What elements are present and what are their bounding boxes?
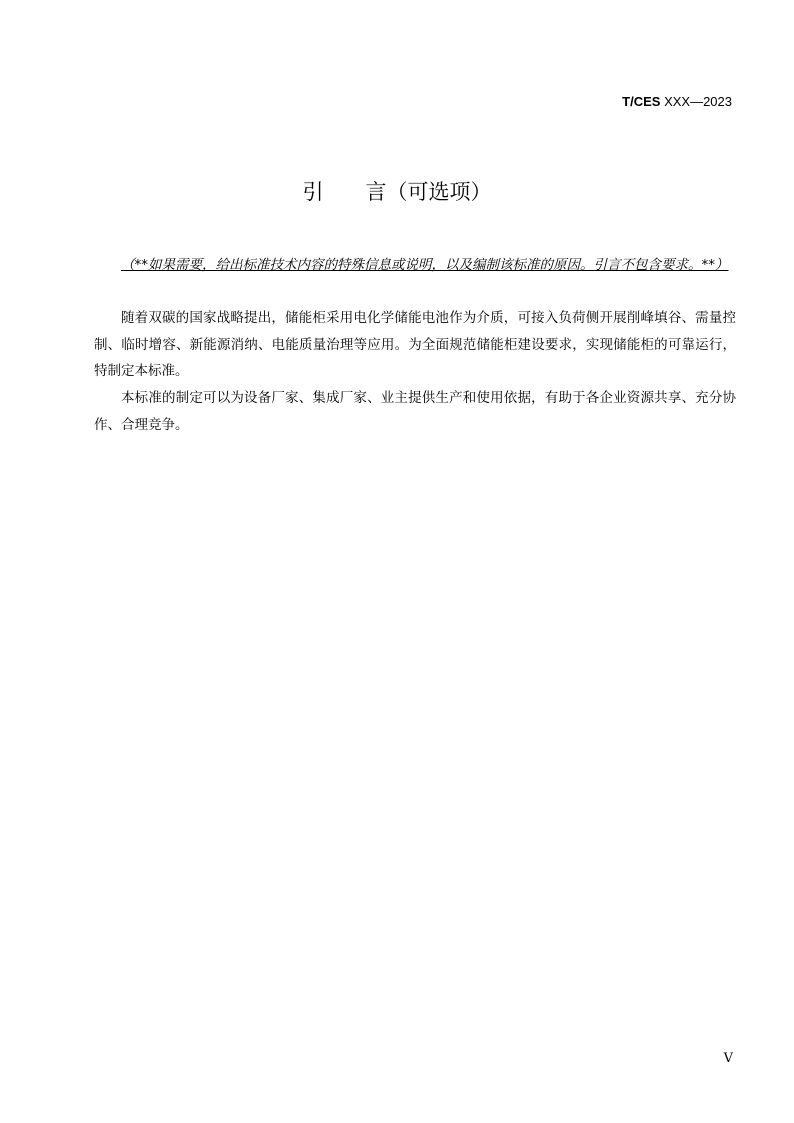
editorial-note: （**如果需要，给出标准技术内容的特殊信息或说明，以及编制该标准的原因。引言不包含要求。**） [121, 257, 729, 273]
page-number: V [723, 1051, 733, 1066]
standard-number: XXX—2023 [664, 94, 732, 109]
standard-code-header [622, 94, 732, 109]
title-part-1: 引 [302, 180, 324, 204]
standard-prefix: T/CES [622, 94, 661, 109]
page-title [0, 176, 794, 206]
paragraph-1: 随着双碳的国家战略提出，储能柜采用电化学储能电池作为介质，可接入负荷侧开展削峰填谷、需量控制、临时增容、新能源消纳、电能质量治理等应用。为全面规范储能柜建设要求，实现储能柜的可靠运行，特制定本标准。 [94, 310, 736, 379]
paragraph-2: 本标准的制定可以为设备厂家、集成厂家、业主提供生产和使用依据，有助于各企业资源共享、充分协作、合理竞争。 [94, 390, 736, 433]
title-part-2: 言（可选项） [365, 180, 492, 204]
